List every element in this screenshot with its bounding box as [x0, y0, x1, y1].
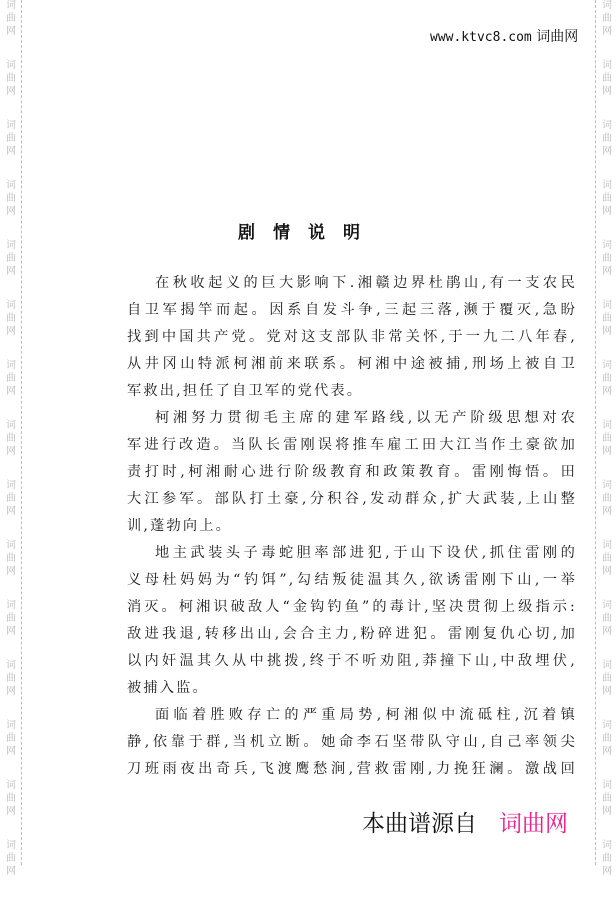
watermark-char: 网 [6, 626, 16, 637]
watermark-char: 曲 [6, 553, 16, 564]
watermark-group [599, 660, 615, 720]
watermark-char: 曲 [6, 373, 16, 384]
watermark-char: 词 [602, 540, 612, 551]
watermark-group [3, 300, 19, 360]
watermark-char: 曲 [602, 73, 612, 84]
watermark-char: 曲 [602, 853, 612, 864]
synopsis-body [127, 270, 577, 783]
watermark-char: 词 [6, 0, 16, 11]
watermark-group [599, 720, 615, 780]
watermark-char: 网 [602, 506, 612, 517]
watermark-group [599, 60, 615, 120]
watermark-char: 词 [6, 840, 16, 851]
watermark-char: 曲 [6, 853, 16, 864]
watermark-char: 网 [6, 86, 16, 97]
watermark-char: 曲 [6, 433, 16, 444]
watermark-char: 词 [6, 420, 16, 431]
watermark-char: 词 [6, 360, 16, 371]
right-margin-divider [595, 0, 596, 865]
watermark-char: 词 [602, 0, 612, 11]
watermark-char: 词 [602, 840, 612, 851]
watermark-group [3, 780, 19, 840]
text-line: 在秋收起义的巨大影响下.湘赣边界杜鹃山,有一支农民 [155, 275, 577, 291]
watermark-char: 网 [6, 446, 16, 457]
watermark-char: 词 [602, 120, 612, 131]
watermark-char: 曲 [6, 133, 16, 144]
text-line: 自卫军揭竿而起。因系自发斗争,三起三落,濒于覆灭,急盼 [127, 302, 577, 318]
watermark-char: 曲 [602, 13, 612, 24]
watermark-char: 曲 [602, 133, 612, 144]
watermark-char: 网 [602, 626, 612, 637]
site-header [430, 26, 578, 46]
right-watermark-column [599, 0, 615, 900]
watermark-char: 网 [6, 326, 16, 337]
watermark-group [3, 0, 19, 60]
watermark-char: 曲 [6, 493, 16, 504]
watermark-group [599, 420, 615, 480]
watermark-char: 网 [602, 386, 612, 397]
watermark-char: 网 [602, 26, 612, 37]
watermark-char: 网 [602, 326, 612, 337]
watermark-group [599, 0, 615, 60]
text-line: 从井冈山特派柯湘前来联系。柯湘中途被捕,刑场上被自卫 [127, 356, 577, 372]
text-line: 柯湘努力贯彻毛主席的建军路线,以无产阶级思想对农 [155, 410, 577, 426]
text-line: 大江参军。部队打土豪,分积谷,发动群众,扩大武装,上山整 [127, 491, 577, 507]
watermark-group [3, 120, 19, 180]
watermark-group [599, 360, 615, 420]
watermark-group [3, 840, 19, 900]
watermark-char: 网 [6, 806, 16, 817]
watermark-char: 词 [602, 720, 612, 731]
watermark-group [599, 600, 615, 660]
watermark-char: 词 [602, 360, 612, 371]
watermark-char: 网 [6, 146, 16, 157]
watermark-group [3, 240, 19, 300]
text-line: 训,蓬勃向上。 [127, 518, 233, 534]
text-line: 军进行改造。当队长雷刚误将推车雇工田大江当作土豪欲加 [127, 437, 577, 453]
watermark-char: 曲 [602, 793, 612, 804]
source-footer [362, 805, 568, 838]
watermark-char: 曲 [602, 493, 612, 504]
watermark-char: 曲 [602, 553, 612, 564]
watermark-group [3, 480, 19, 540]
watermark-group [3, 60, 19, 120]
watermark-char: 词 [602, 660, 612, 671]
watermark-char: 网 [6, 386, 16, 397]
text-line: 静,依靠于群,当机立断。她命李石坚带队守山,自己率领尖 [127, 734, 577, 750]
watermark-char: 词 [6, 780, 16, 791]
watermark-char: 曲 [6, 193, 16, 204]
watermark-group [3, 420, 19, 480]
watermark-char: 曲 [602, 433, 612, 444]
watermark-char: 网 [602, 446, 612, 457]
watermark-char: 曲 [6, 613, 16, 624]
text-line: 被捕入监。 [127, 680, 209, 696]
source-label: 本曲谱源自 [362, 811, 477, 837]
watermark-char: 词 [6, 300, 16, 311]
left-margin-divider [21, 0, 22, 865]
watermark-char: 词 [602, 780, 612, 791]
watermark-char: 曲 [602, 373, 612, 384]
watermark-char: 网 [6, 866, 16, 877]
watermark-char: 曲 [602, 253, 612, 264]
watermark-char: 曲 [602, 613, 612, 624]
watermark-char: 曲 [6, 733, 16, 744]
watermark-char: 词 [6, 60, 16, 71]
watermark-char: 网 [602, 806, 612, 817]
watermark-char: 词 [6, 240, 16, 251]
watermark-group [3, 360, 19, 420]
watermark-char: 网 [602, 866, 612, 877]
left-watermark-column [3, 0, 19, 900]
watermark-char: 曲 [6, 793, 16, 804]
watermark-char: 网 [602, 266, 612, 277]
watermark-char: 词 [602, 240, 612, 251]
watermark-char: 词 [6, 180, 16, 191]
watermark-char: 网 [6, 506, 16, 517]
watermark-char: 网 [602, 686, 612, 697]
watermark-char: 词 [602, 60, 612, 71]
text-line: 找到中国共产党。党对这支部队非常关怀,于一九二八年春, [127, 329, 577, 345]
watermark-char: 网 [6, 266, 16, 277]
watermark-char: 词 [6, 600, 16, 611]
watermark-group [3, 720, 19, 780]
watermark-group [599, 120, 615, 180]
text-line: 以内奸温其久从中挑拨,终于不听劝阻,莽撞下山,中敌埋伏, [127, 653, 577, 669]
watermark-char: 词 [602, 300, 612, 311]
text-line: 敌进我退,转移出山,会合主力,粉碎进犯。雷刚复仇心切,加 [127, 626, 577, 642]
watermark-char: 曲 [6, 313, 16, 324]
watermark-char: 曲 [602, 313, 612, 324]
watermark-group [3, 600, 19, 660]
watermark-char: 网 [602, 86, 612, 97]
text-line: 地主武装头子毒蛇胆率部进犯,于山下设伏,抓住雷刚的 [155, 545, 577, 561]
watermark-char: 词 [602, 180, 612, 191]
watermark-group [3, 540, 19, 600]
watermark-group [599, 540, 615, 600]
watermark-char: 曲 [602, 733, 612, 744]
watermark-char: 词 [6, 120, 16, 131]
watermark-char: 网 [602, 566, 612, 577]
text-line: 刀班雨夜出奇兵,飞渡鹰愁涧,营救雷刚,力挽狂澜。激战回 [127, 761, 577, 777]
watermark-char: 网 [602, 746, 612, 757]
site-url[interactable]: www.ktvc8.com [430, 30, 532, 45]
watermark-group [3, 660, 19, 720]
text-line: 面临着胜败存亡的严重局势,柯湘似中流砥柱,沉着镇 [155, 707, 577, 723]
watermark-char: 网 [602, 206, 612, 217]
text-line: 责打时,柯湘耐心进行阶级教育和政策教育。雷刚悔悟。田 [127, 464, 577, 480]
watermark-char: 词 [602, 600, 612, 611]
watermark-char: 词 [602, 480, 612, 491]
watermark-char: 词 [6, 540, 16, 551]
watermark-char: 词 [6, 660, 16, 671]
watermark-group [599, 240, 615, 300]
text-line: 消灭。柯湘识破敌人“金钩钓鱼”的毒计,坚决贯彻上级指示: [127, 599, 577, 615]
watermark-char: 词 [6, 480, 16, 491]
watermark-group [599, 780, 615, 840]
watermark-char: 曲 [602, 673, 612, 684]
watermark-char: 曲 [6, 13, 16, 24]
watermark-char: 网 [6, 566, 16, 577]
site-name: 词曲网 [536, 29, 579, 45]
text-line: 义母杜妈妈为“钓饵”,勾结叛徒温其久,欲诱雷刚下山,一举 [127, 572, 577, 588]
watermark-char: 曲 [6, 253, 16, 264]
page-title: 剧情说明 [238, 223, 378, 243]
watermark-group [599, 840, 615, 900]
watermark-group [599, 300, 615, 360]
watermark-char: 曲 [6, 73, 16, 84]
watermark-char: 网 [6, 686, 16, 697]
watermark-char: 曲 [6, 673, 16, 684]
text-line: 军救出,担任了自卫军的党代表。 [127, 383, 364, 399]
watermark-char: 网 [6, 746, 16, 757]
watermark-char: 词 [6, 720, 16, 731]
watermark-char: 网 [6, 206, 16, 217]
brand-name[interactable]: 词曲网 [499, 811, 568, 837]
watermark-group [599, 480, 615, 540]
watermark-char: 曲 [602, 193, 612, 204]
watermark-char: 网 [602, 146, 612, 157]
watermark-char: 网 [6, 26, 16, 37]
watermark-char: 词 [602, 420, 612, 431]
